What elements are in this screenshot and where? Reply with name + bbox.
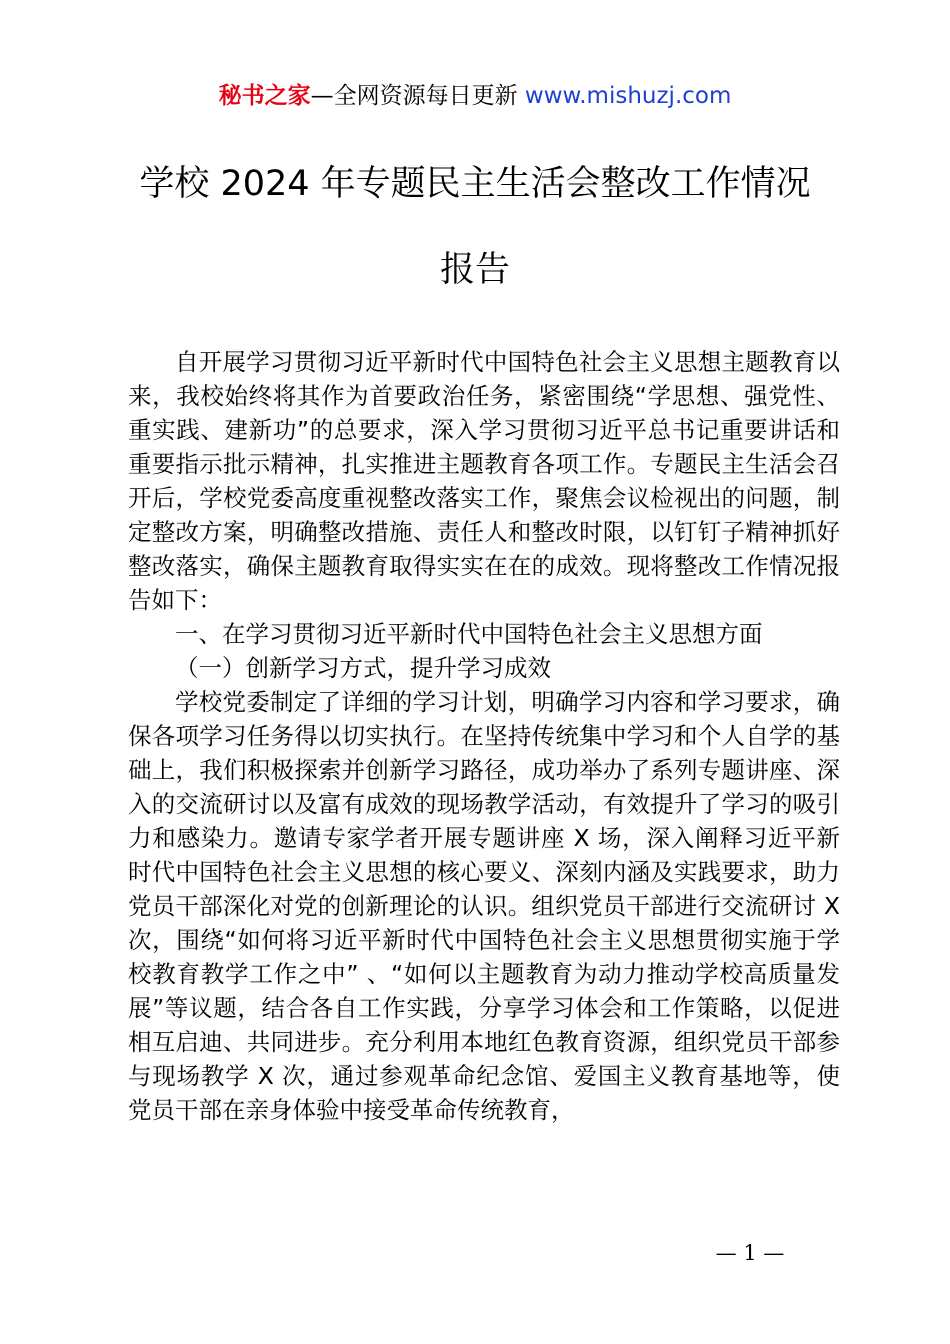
header-slogan: —全网资源每日更新 [310, 83, 525, 109]
website-link[interactable]: www.mishuzj.com [524, 83, 732, 109]
title-line-2: 报告 [439, 250, 510, 290]
body-paragraph: 学校党委制定了详细的学习计划，明确学习内容和学习要求，确保各项学习任务得以切实执行。在坚持传统集中学习和个人自学的基础上，我们积极探索并创新学习路径，成功举办了系列专题讲座、深入的交流研讨以及富有成效的现场教学活动，有效提升了学习的吸引力和感染力。邀请专家学者开展专题讲座 X 场，深入阐释习近平新时代中国特色社会主义思想的核心要义、深刻内涵及实践要求，助力党员干部深化对党的创新理论的认识。组织党员干部进行交流研讨 X 次，围绕“如何将习近平新时代中国特色社会主义思想贯彻实施于学校教育教学工作之中” 、“如何以主题教育为动力推动学校高质量发展”等议题，结合各自工作实践，分享学习体会和工作策略，以促进相互启迪、共同进步。充分利用本地红色教育资源，组织党员干部参与现场教学 X 次，通过参观革命纪念馆、爱国主义教育基地等，使党员干部在亲身体验中接受革命传统教育， [128, 688, 840, 1124]
document-title [60, 160, 890, 294]
document-body [128, 345, 840, 1127]
section-heading: 一、在学习贯彻习近平新时代中国特色社会主义思想方面 [175, 620, 763, 648]
subsection-heading: （一）创新学习方式，提升学习成效 [175, 654, 551, 682]
page-number: — 1 — [715, 1241, 785, 1265]
site-header [0, 80, 950, 112]
brand-name: 秘书之家 [218, 83, 311, 109]
intro-paragraph: 自开展学习贯彻习近平新时代中国特色社会主义思想主题教育以来，我校始终将其作为首要政治任务，紧密围绕“学思想、强党性、重实践、建新功”的总要求，深入学习贯彻习近平总书记重要讲话和重要指示批示精神，扎实推进主题教育各项工作。专题民主生活会召开后，学校党委高度重视整改落实工作，聚焦会议检视出的问题，制定整改方案，明确整改措施、责任人和整改时限，以钉钉子精神抓好整改落实，确保主题教育取得实实在在的成效。现将整改工作情况报告如下： [128, 348, 840, 614]
title-line-1: 学校 2024 年专题民主生活会整改工作情况 [139, 164, 811, 204]
